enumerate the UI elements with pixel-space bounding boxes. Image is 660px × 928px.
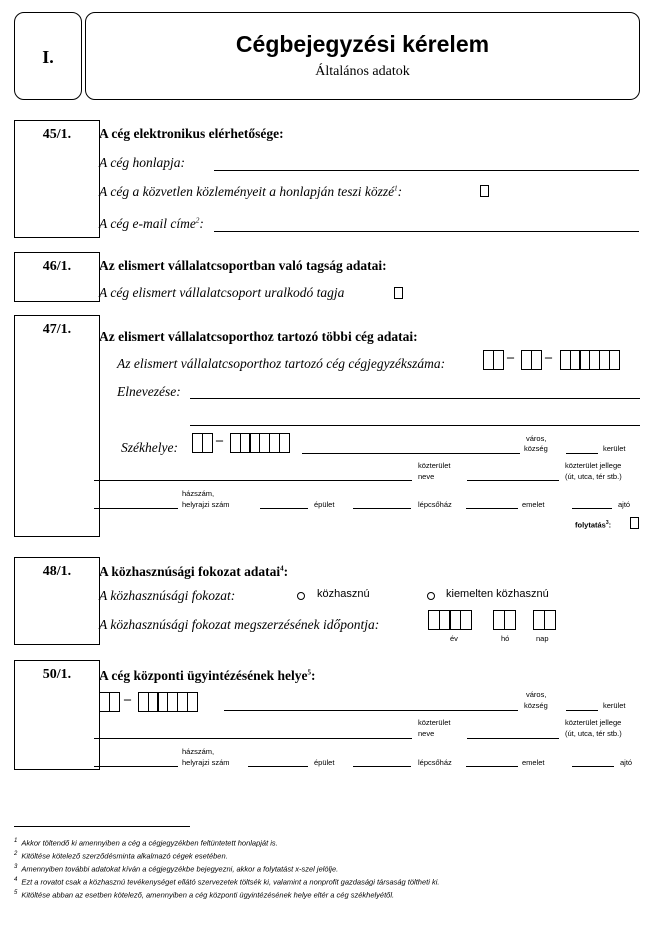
street-name-label: közterület (418, 461, 451, 470)
regno-label: Az elismert vállalatcsoporthoz tartozó cég cégjegyzékszáma: (117, 356, 446, 371)
title-box (85, 12, 640, 100)
floor-label: emelet (522, 758, 545, 767)
stair-field[interactable] (353, 508, 411, 509)
section-roman: I. (42, 47, 54, 67)
roman-box (14, 12, 82, 100)
section-46-heading: Az elismert vállalatcsoportban való tagság adatai: (99, 258, 387, 273)
street-name-label: közterület (418, 718, 451, 727)
door-label: ajtó (620, 758, 633, 767)
district-label: kerület (603, 701, 626, 710)
hrsz-label: helyrajzi szám (182, 758, 230, 767)
footnote-5: $^5$ Kitöltése abban az esetben kötelező, amennyiben a cég központi ügyintézésének helye eltér a cég székhelyétől. (14, 890, 395, 900)
footnote-1: $^1$ Akkor töltendő ki amennyiben a cég a cégjegyzékben feltüntetett honlapját is. (14, 838, 278, 848)
footnote-3: $^3$ Amennyiben további adatokat kíván a cégjegyzékbe bejegyezni, akkor a folytatást x-szel jelölje. (14, 864, 339, 874)
seat-label: Székhelye: (121, 440, 178, 455)
name-field-1[interactable] (190, 398, 640, 399)
opt1-radio[interactable] (297, 592, 305, 600)
hq-zip-cells-2[interactable] (138, 692, 196, 712)
section-47-number: 47/1. (14, 315, 100, 537)
section-48-heading: A közhasznúsági fokozat adatai$^4$: (99, 564, 289, 579)
street-name-label-2: neve (418, 472, 435, 481)
door-field[interactable] (572, 508, 612, 509)
hq-district-field[interactable] (566, 710, 598, 711)
dash: – (216, 433, 223, 448)
name-field-2[interactable] (190, 425, 640, 426)
street-type-label-2: (út, utca, tér stb.) (565, 729, 622, 738)
building-label: épület (314, 500, 335, 509)
hrsz-label: helyrajzi szám (182, 500, 230, 509)
street-type-label: közterület jellege (565, 461, 622, 470)
street-name-label-2: neve (418, 729, 435, 738)
floor-label: emelet (522, 500, 545, 509)
name-label: Elnevezése: (117, 384, 181, 399)
member-label: A cég elismert vállalatcsoport uralkodó tagja (99, 285, 345, 300)
regno-court-cells[interactable] (483, 350, 502, 370)
hsz-label: házszám, (182, 747, 215, 756)
email-field[interactable] (214, 231, 639, 232)
seat-street-type-field[interactable] (467, 480, 559, 481)
building-field[interactable] (260, 508, 308, 509)
seat-street-field[interactable] (94, 480, 412, 481)
section-47-heading: Az elismert vállalatcsoporthoz tartozó többi cég adatai: (99, 329, 418, 344)
city-label: város, (526, 690, 547, 699)
member-checkbox[interactable] (394, 287, 403, 299)
door-label: ajtó (618, 500, 631, 509)
dash: – (545, 350, 552, 365)
footnote-2: $^2$ Kitöltése kötelező szerződésminta alkalmazó cégek esetében. (14, 851, 228, 861)
hq-street-type-field[interactable] (467, 738, 559, 739)
hq-door-field[interactable] (572, 766, 614, 767)
hq-building-field[interactable] (248, 766, 308, 767)
hsz-field[interactable] (94, 508, 178, 509)
date-label: A közhasznúsági fokozat megszerzésének időpontja: (99, 617, 380, 632)
hq-zip-cells[interactable] (99, 692, 118, 712)
floor-field[interactable] (466, 508, 518, 509)
seat-zip-cells-2[interactable] (230, 433, 288, 453)
opt2-label: kiemelten közhasznú (446, 588, 549, 600)
year-cells[interactable] (428, 610, 471, 630)
footnote-4: $^4$ Ezt a rovatot csak a közhasznú tevékenységet ellátó szervezetek töltsék ki, valamint a nonprofit gazdasági társaság töltheti ki. (14, 877, 440, 887)
street-type-label-2: (út, utca, tér stb.) (565, 472, 622, 481)
month-cells[interactable] (493, 610, 514, 630)
page-subtitle: Általános adatok (315, 64, 410, 79)
hq-hsz-field[interactable] (94, 766, 178, 767)
opt1-label: közhasznú (317, 588, 370, 600)
hsz-label: házszám, (182, 489, 215, 498)
publish-checkbox[interactable] (480, 185, 489, 197)
district-label: kerület (603, 444, 626, 453)
regno-serial-cells[interactable] (560, 350, 618, 370)
footnote-divider (14, 826, 190, 827)
continuation-checkbox[interactable] (630, 517, 639, 529)
section-46-number: 46/1. (14, 252, 100, 302)
day-label: nap (536, 634, 549, 643)
stair-label: lépcsőház (418, 758, 452, 767)
seat-city-field[interactable] (302, 453, 520, 454)
section-48-number: 48/1. (14, 557, 100, 645)
seat-zip-cells[interactable] (192, 433, 211, 453)
seat-district-field[interactable] (566, 453, 598, 454)
year-label: év (450, 634, 458, 643)
continuation-label: folytatás$^3$: (575, 520, 612, 530)
homepage-label: A cég honlapja: (99, 155, 185, 170)
building-label: épület (314, 758, 335, 767)
homepage-field[interactable] (214, 170, 639, 171)
city-label: város, (526, 434, 547, 443)
village-label: község (524, 444, 548, 453)
section-50-number: 50/1. (14, 660, 100, 770)
regno-form-cells[interactable] (521, 350, 540, 370)
hq-stair-field[interactable] (353, 766, 411, 767)
section-50-heading: A cég központi ügyintézésének helye$^5$: (99, 668, 316, 683)
hq-city-field[interactable] (224, 710, 518, 711)
dash: – (507, 350, 514, 365)
level-label: A közhasznúsági fokozat: (99, 588, 236, 603)
hq-floor-field[interactable] (466, 766, 518, 767)
section-45-number: 45/1. (14, 120, 100, 238)
page-title: Cégbejegyzési kérelem (235, 31, 490, 57)
day-cells[interactable] (533, 610, 554, 630)
opt2-radio[interactable] (427, 592, 435, 600)
dash: – (124, 692, 131, 707)
publish-label: A cég a közvetlen közleményeit a honlapján teszi közzé$^1$: (99, 184, 403, 199)
village-label: község (524, 701, 548, 710)
month-label: hó (501, 634, 510, 643)
hq-street-field[interactable] (94, 738, 412, 739)
section-45-heading: A cég elektronikus elérhetősége: (99, 126, 284, 141)
street-type-label: közterület jellege (565, 718, 622, 727)
stair-label: lépcsőház (418, 500, 452, 509)
email-label: A cég e-mail címe$^2$: (99, 216, 204, 231)
